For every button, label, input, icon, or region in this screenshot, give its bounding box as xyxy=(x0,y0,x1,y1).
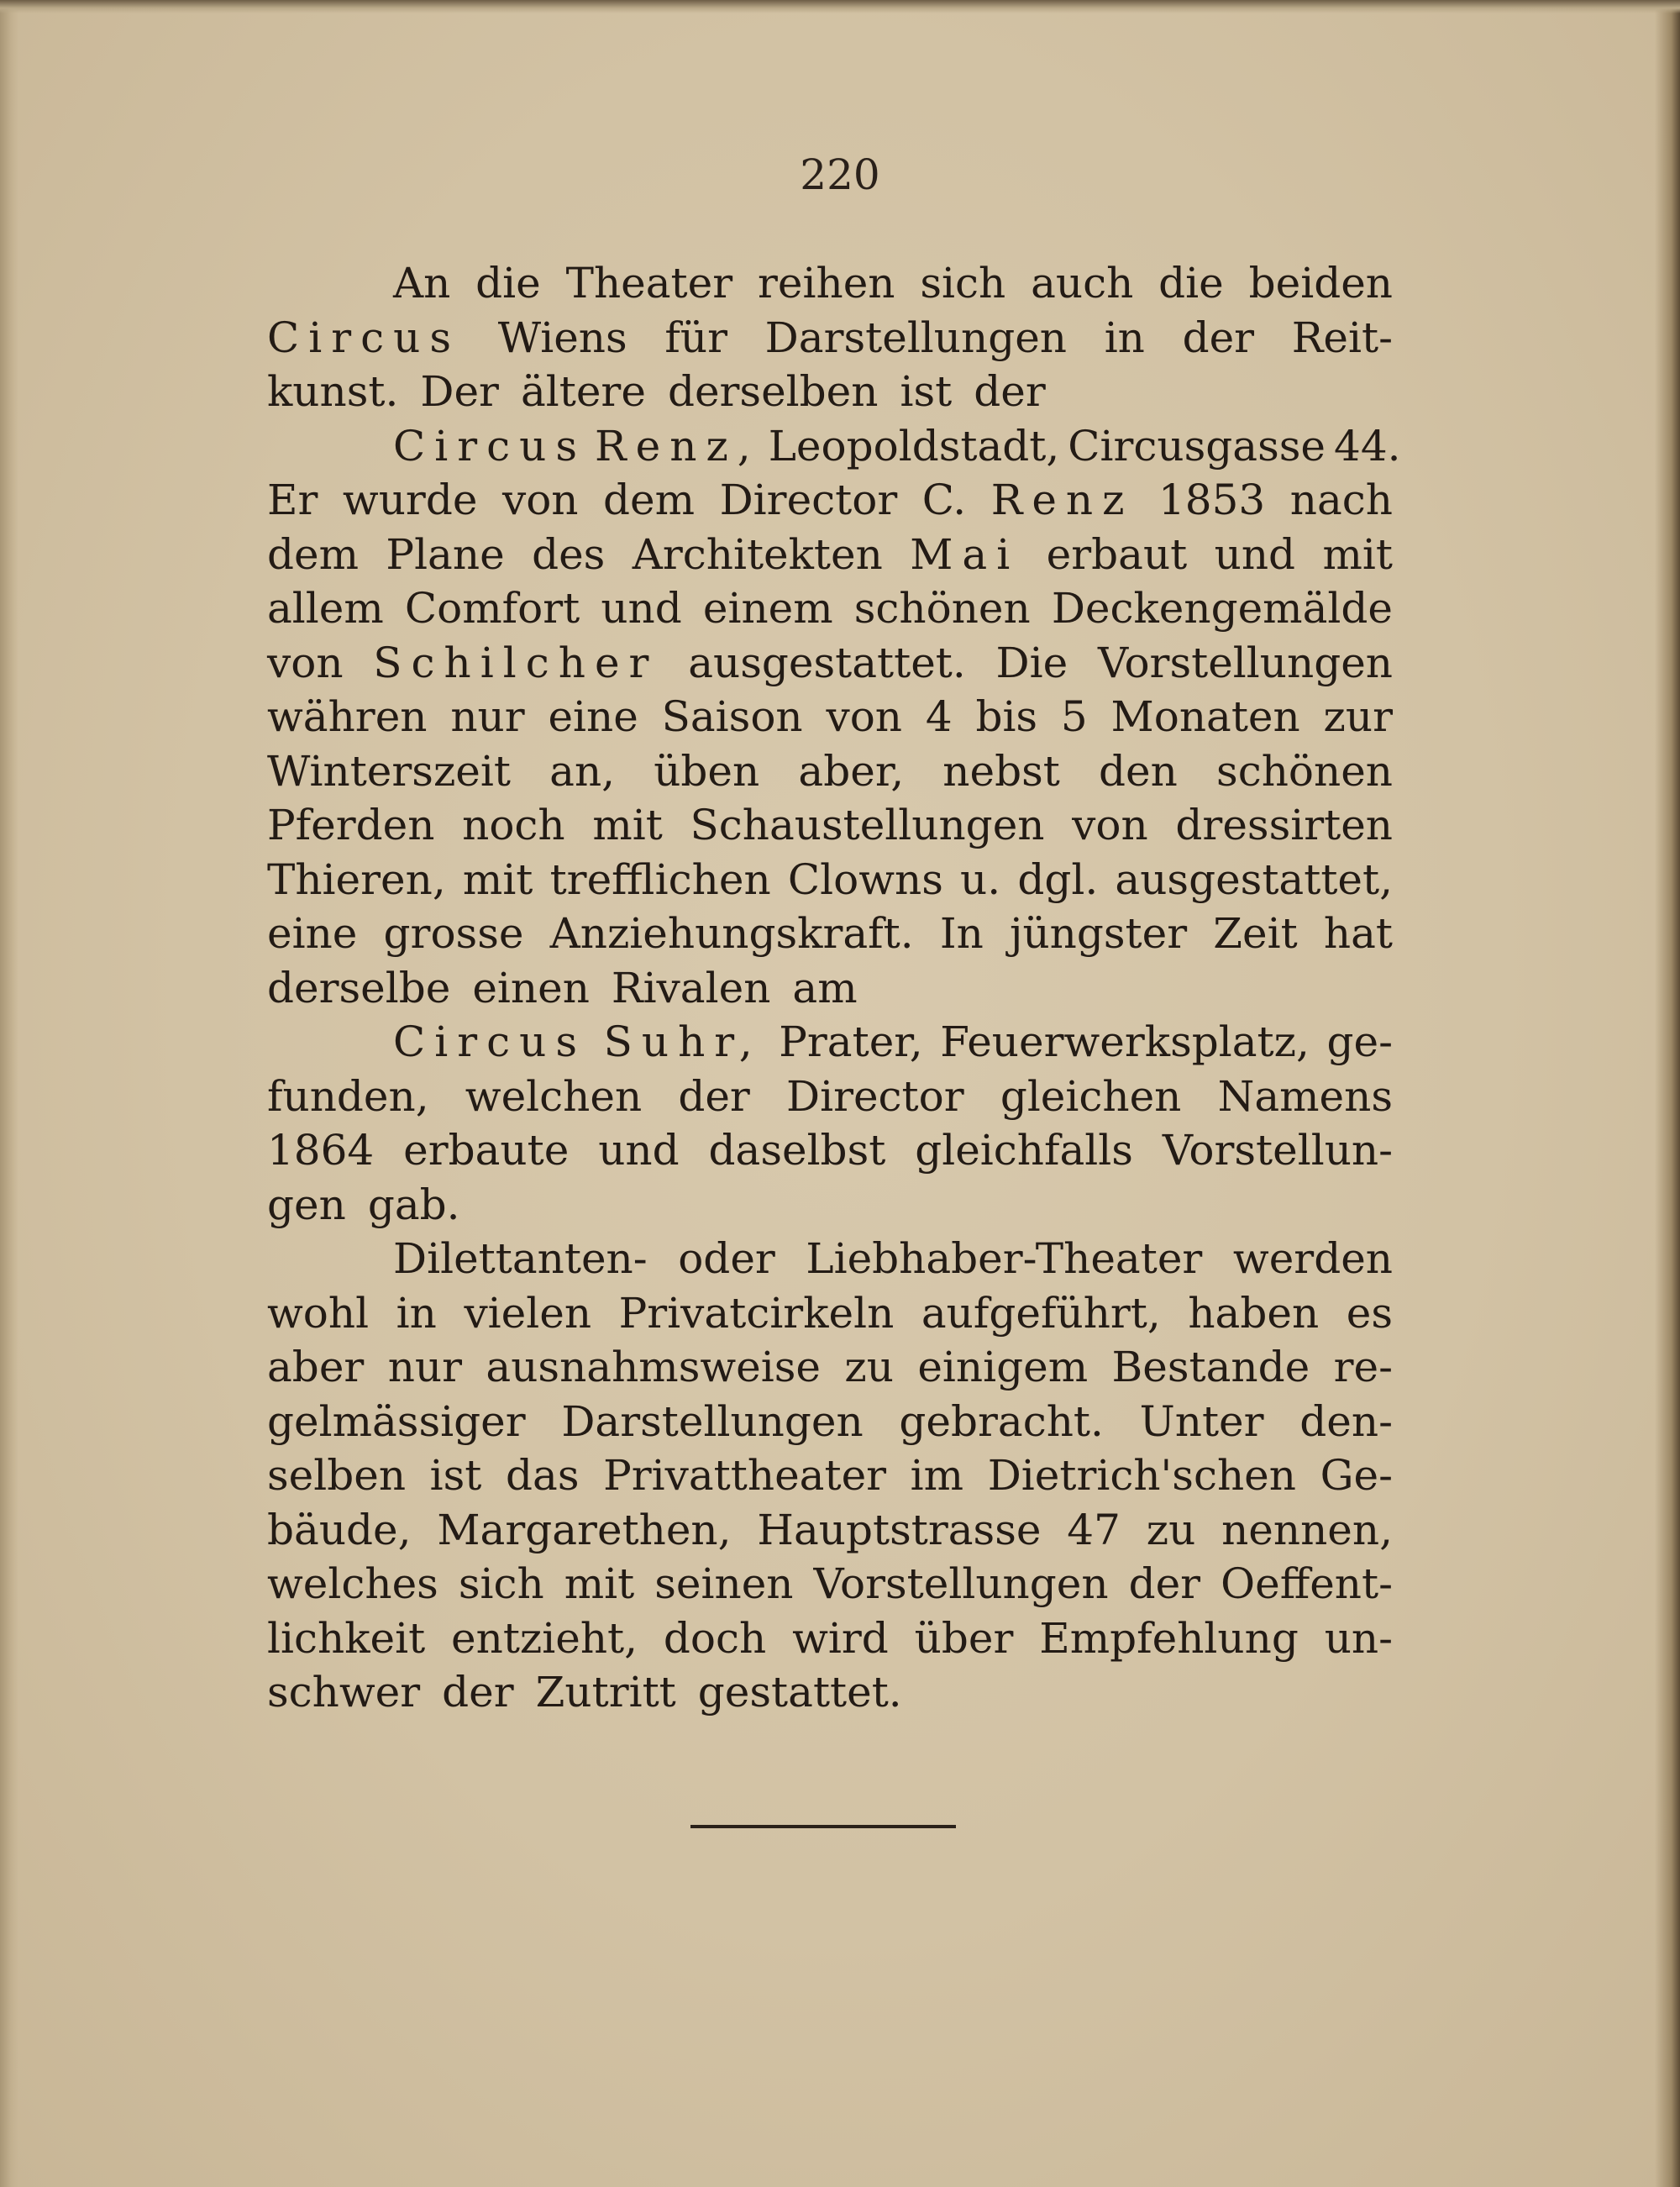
word: Renz xyxy=(990,476,1134,524)
body-text xyxy=(267,256,1401,1720)
word: eine xyxy=(267,909,358,958)
word: haben xyxy=(1188,1288,1320,1338)
text-line xyxy=(267,636,1393,691)
word: an, xyxy=(549,746,616,796)
word: Privattheater xyxy=(603,1451,887,1500)
text-line xyxy=(267,473,1393,528)
word: re- xyxy=(1333,1343,1393,1391)
word: dgl. xyxy=(1017,854,1099,904)
word: Reit- xyxy=(1291,313,1393,362)
word: Vorstellun- xyxy=(1162,1126,1393,1175)
word: über xyxy=(914,1613,1014,1663)
word: ausnahmsweise xyxy=(486,1343,821,1391)
word: zu xyxy=(844,1343,894,1391)
word: dressirten xyxy=(1175,801,1393,849)
word: Prater, xyxy=(779,1017,923,1066)
text-line xyxy=(267,1123,1393,1178)
word: mit xyxy=(1322,529,1393,579)
word: es xyxy=(1346,1288,1393,1338)
word: Pferden xyxy=(267,801,435,849)
text-line xyxy=(267,256,1393,311)
word: lichkeit xyxy=(267,1613,426,1663)
word: funden, xyxy=(267,1071,429,1121)
word: schönen xyxy=(1216,746,1393,796)
text-line xyxy=(267,1395,1393,1449)
word: mit xyxy=(462,854,533,904)
word: und xyxy=(598,1126,680,1175)
word: daselbst xyxy=(708,1126,886,1175)
word: gleichen xyxy=(1000,1071,1182,1121)
text-line xyxy=(267,907,1393,961)
word: Winterszeit xyxy=(267,746,511,796)
word: dem xyxy=(267,529,360,579)
word: doch xyxy=(663,1613,767,1663)
word: mit xyxy=(592,801,663,849)
word: un- xyxy=(1324,1613,1393,1663)
word: die xyxy=(1158,259,1224,308)
page-number: 220 xyxy=(800,150,880,199)
page-left-edge xyxy=(0,0,18,2187)
word: die xyxy=(475,259,541,308)
word: u. xyxy=(960,854,1001,904)
word: der xyxy=(678,1071,750,1121)
word: zu xyxy=(1146,1505,1196,1554)
word: derselben xyxy=(667,367,879,416)
word: Oeffent- xyxy=(1221,1559,1393,1608)
word: ausgestattet, xyxy=(1115,854,1393,904)
word: wird xyxy=(792,1613,889,1663)
word: wohl xyxy=(267,1288,370,1338)
word: Empfehlung xyxy=(1039,1613,1299,1663)
word: entzieht, xyxy=(451,1613,638,1663)
text-line xyxy=(267,1286,1393,1341)
word: Die xyxy=(995,638,1068,687)
text-line xyxy=(267,744,1393,799)
word: Circus xyxy=(267,313,461,362)
word: von xyxy=(267,638,344,687)
word: in xyxy=(396,1288,437,1338)
word: Darstellungen xyxy=(561,1396,864,1446)
word: hat xyxy=(1323,909,1393,958)
word: Clowns xyxy=(787,854,943,904)
word: Leopoldstadt, xyxy=(768,421,1060,471)
word: Schaustellungen xyxy=(690,801,1045,849)
word: ge- xyxy=(1326,1017,1393,1066)
word: schwer xyxy=(267,1668,421,1716)
word: üben xyxy=(654,746,760,796)
word: welchen xyxy=(465,1071,643,1121)
word: reihen xyxy=(758,259,895,308)
word: kunst. xyxy=(267,367,399,416)
word: beiden xyxy=(1248,259,1393,308)
word: schönen xyxy=(853,584,1031,633)
text-line xyxy=(267,1611,1393,1666)
word: Rivalen xyxy=(611,963,771,1012)
word: den xyxy=(1099,746,1178,796)
word: Circusgasse xyxy=(1068,421,1326,471)
word: Feuerwerksplatz, xyxy=(940,1017,1310,1066)
word: wurde xyxy=(342,476,478,524)
word: Liebhaber-Theater xyxy=(806,1234,1203,1283)
word: erbaute xyxy=(403,1126,570,1175)
text-line xyxy=(267,1448,1393,1503)
word: Er xyxy=(267,476,318,524)
word: Ge- xyxy=(1320,1451,1393,1500)
word: Vorstellungen xyxy=(1097,638,1393,687)
word: C. xyxy=(921,476,967,524)
word: von xyxy=(501,476,579,524)
word: der xyxy=(442,1668,514,1716)
text-line xyxy=(267,1232,1393,1286)
text-line xyxy=(267,311,1393,365)
word: Director xyxy=(719,476,898,524)
word: des xyxy=(532,529,606,579)
word: Plane xyxy=(386,529,505,579)
word: nur xyxy=(387,1343,463,1391)
word: derselbe xyxy=(267,963,451,1012)
word: allem xyxy=(267,584,384,633)
word: und xyxy=(601,584,682,633)
word: Circus xyxy=(393,1017,587,1066)
word: währen xyxy=(267,692,428,741)
word: dem xyxy=(603,476,696,524)
word: 47 xyxy=(1067,1505,1121,1554)
word: nennen, xyxy=(1221,1505,1393,1554)
word: sich xyxy=(458,1559,544,1608)
word: der xyxy=(974,367,1046,416)
word: 1853 xyxy=(1158,476,1266,524)
word: Monaten xyxy=(1110,692,1300,741)
word: Der xyxy=(420,367,499,416)
text-line xyxy=(267,581,1393,636)
word: Wiens xyxy=(497,313,627,362)
word: der xyxy=(1128,1559,1201,1608)
word: Architekten xyxy=(632,529,883,579)
word: den- xyxy=(1299,1396,1393,1446)
word: erbaut xyxy=(1046,529,1188,579)
text-line xyxy=(267,1070,1393,1124)
word: Renz, xyxy=(595,421,760,471)
word: Hauptstrasse xyxy=(757,1505,1042,1554)
word: nebst xyxy=(942,746,1060,796)
word: Unter xyxy=(1139,1396,1264,1446)
word: Zeit xyxy=(1213,909,1298,958)
word: Theater xyxy=(565,259,733,308)
word: für xyxy=(664,313,727,362)
text-line xyxy=(267,961,1393,1016)
word: gebracht. xyxy=(899,1396,1104,1446)
word: nach xyxy=(1289,476,1393,524)
word: Thieren, xyxy=(267,854,446,904)
word: ältere xyxy=(520,367,646,416)
word: Dilettanten- xyxy=(393,1234,648,1283)
word: 5 xyxy=(1060,692,1088,741)
page-top-edge xyxy=(0,0,1680,13)
text-line xyxy=(267,528,1393,582)
word: aufgeführt, xyxy=(921,1288,1161,1338)
word: Deckengemälde xyxy=(1051,584,1393,633)
word: am xyxy=(792,963,858,1012)
word: welches xyxy=(267,1559,438,1608)
word: von xyxy=(826,692,903,741)
word: trefflichen xyxy=(549,854,771,904)
word: Anziehungskraft. xyxy=(549,909,914,958)
word: seinen xyxy=(654,1559,794,1608)
word: bis xyxy=(975,692,1038,741)
word: von xyxy=(1072,801,1148,849)
word: bäude, xyxy=(267,1505,412,1554)
word: gab. xyxy=(367,1180,460,1229)
word: An xyxy=(393,259,451,308)
word: aber, xyxy=(798,746,905,796)
word: gleichfalls xyxy=(915,1126,1133,1175)
word: oder xyxy=(678,1234,775,1283)
text-line xyxy=(267,365,1393,419)
word: 1864 xyxy=(267,1126,375,1175)
text-line xyxy=(267,853,1393,907)
word: eine xyxy=(548,692,638,741)
word: Dietrich'schen xyxy=(987,1451,1296,1500)
word: Zutritt xyxy=(535,1668,676,1716)
word: werden xyxy=(1232,1234,1393,1283)
word: Circus xyxy=(393,421,587,471)
text-line xyxy=(267,1015,1393,1070)
word: einem xyxy=(702,584,833,633)
word: Mai xyxy=(910,529,1020,579)
word: Margarethen, xyxy=(437,1505,732,1554)
word: 44. xyxy=(1334,421,1401,471)
word: auch xyxy=(1031,259,1134,308)
word: Privatcirkeln xyxy=(618,1288,895,1338)
section-end-rule xyxy=(690,1825,956,1828)
word: Saison xyxy=(661,692,803,741)
word: ausgestattet. xyxy=(688,638,966,687)
text-line xyxy=(267,1665,1393,1720)
word: grosse xyxy=(383,909,524,958)
word: nur xyxy=(450,692,525,741)
word: sich xyxy=(920,259,1006,308)
word: gen xyxy=(267,1180,346,1229)
text-line xyxy=(267,1557,1393,1611)
word: Director xyxy=(785,1071,964,1121)
word: in xyxy=(1104,313,1145,362)
word: vielen xyxy=(464,1288,592,1338)
word: Schilcher xyxy=(373,638,659,687)
word: im xyxy=(910,1451,964,1500)
word: ist xyxy=(429,1451,482,1500)
word: Darstellungen xyxy=(764,313,1067,362)
word: Bestande xyxy=(1111,1343,1310,1391)
word: selben xyxy=(267,1451,407,1500)
word: ist xyxy=(900,367,953,416)
page-right-edge xyxy=(1655,0,1680,2187)
word: Suhr, xyxy=(603,1017,762,1066)
word: jüngster xyxy=(1009,909,1188,958)
text-line xyxy=(267,690,1393,744)
text-line xyxy=(267,1503,1393,1558)
word: noch xyxy=(462,801,565,849)
word: aber xyxy=(267,1343,365,1391)
word: der xyxy=(1182,313,1255,362)
text-line xyxy=(267,798,1393,853)
word: einen xyxy=(472,963,590,1012)
text-line xyxy=(267,1178,1393,1233)
word: einigem xyxy=(917,1343,1089,1391)
word: und xyxy=(1214,529,1296,579)
word: Vorstellungen xyxy=(813,1559,1109,1608)
word: gelmässiger xyxy=(267,1396,526,1446)
text-line xyxy=(267,419,1401,474)
word: Comfort xyxy=(404,584,580,633)
word: In xyxy=(939,909,984,958)
word: das xyxy=(506,1451,580,1500)
word: Namens xyxy=(1217,1071,1393,1121)
word: 4 xyxy=(925,692,953,741)
word: gestattet. xyxy=(697,1668,902,1716)
word: zur xyxy=(1323,692,1393,741)
text-line xyxy=(267,1340,1393,1395)
word: mit xyxy=(564,1559,635,1608)
